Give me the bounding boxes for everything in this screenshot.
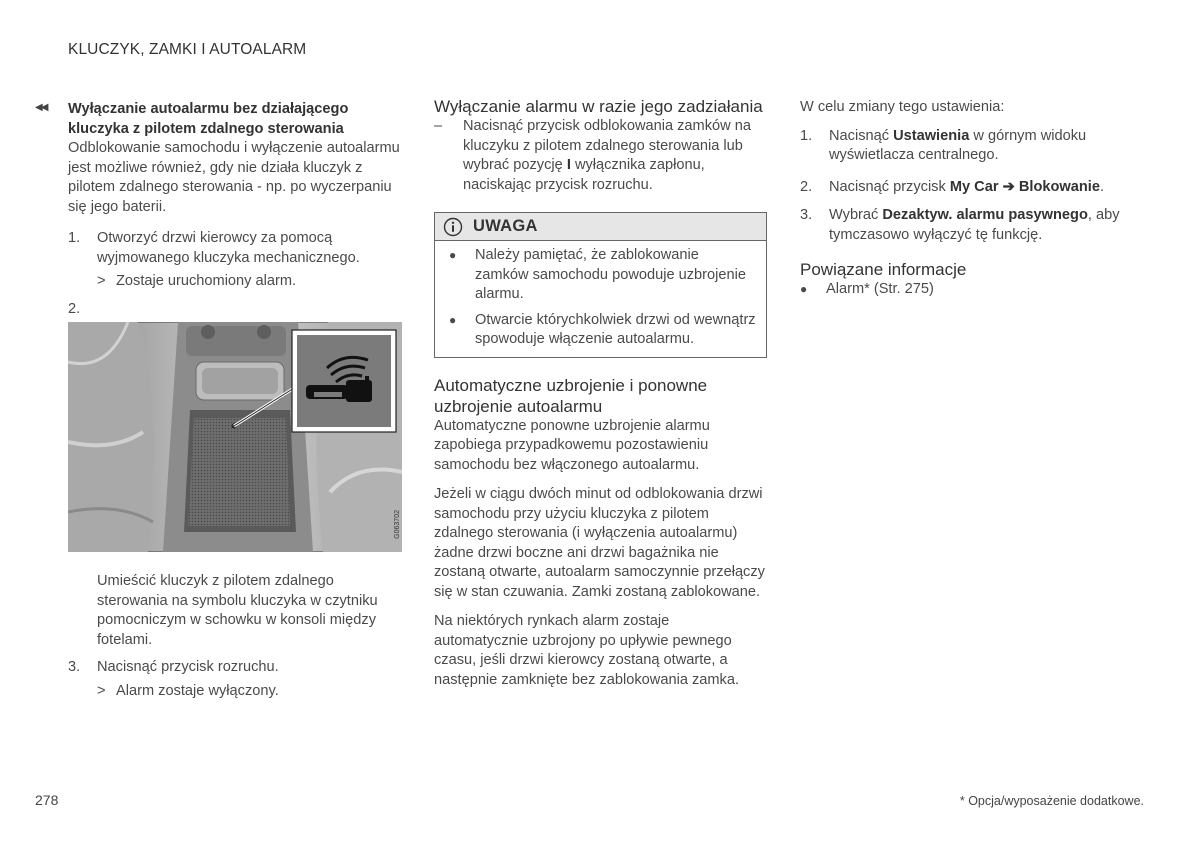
running-header: KLUCZYK, ZAMKI I AUTOALARM <box>68 41 307 58</box>
info-circle-icon <box>443 217 463 237</box>
step-3-result <box>68 682 402 702</box>
console-illustration <box>68 322 402 552</box>
paragraph: Automatyczne ponowne uzbrojenie alarmu zapobiega przypadkowemu pozostawieniu samochodu bez włączonego autoalarmu. <box>434 417 710 473</box>
note-item <box>449 311 756 350</box>
my-car-label: My Car <box>949 178 999 195</box>
dash-item <box>434 117 767 195</box>
note-item-text: Otwarcie którychkolwiek drzwi od wewnątrz spowoduje włączenie autoalarmu. <box>475 311 756 347</box>
intro-paragraph: Odblokowanie samochodu i wyłączenie autoalarmu jest możliwe również, gdy nie działa kluczyk z pilotem zdalnego sterowania - np. po wyczerpaniu się jego baterii. <box>68 140 400 215</box>
column-middle <box>434 96 767 690</box>
paragraph: Jeżeli w ciągu dwóch minut od odblokowania drzwi samochodu przy użyciu kluczyka z pilotem zdalnego sterowania (i wyłączenia autoalarmu) żadne drzwi boczne ani drzwi bagażnika nie zostaną otwarte, autoalarm samoczynnie przełączy się w stan czuwania. Zamki zostaną zablokowane. <box>434 486 765 600</box>
footnote: * Opcja/wyposażenie dodatkowe. <box>959 794 1144 808</box>
note-item-text: Należy pamiętać, że zablokowanie zamków samochodu powoduje uzbrojenie alarmu. <box>475 247 746 302</box>
bullet-icon: ● <box>449 312 457 327</box>
dash-text-b: wyłącznika zapłonu, naciskając przycisk rozruchu. <box>463 157 705 193</box>
note-title: UWAGA <box>473 216 538 235</box>
step-2 <box>68 300 402 320</box>
section-heading-auto-arm: Automatyczne uzbrojenie i ponowne uzbrojenie autoalarmu <box>434 375 708 416</box>
page-number: 278 <box>35 792 59 808</box>
step-number: 1. <box>800 127 813 144</box>
step-1 <box>68 229 402 268</box>
paragraph: Na niektórych rynkach alarm zostaje automatycznie uzbrojony po upływie pewnego czasu, jeśli drzwi kierowcy zostaną otwarte, a następnie zamknięte bez zablokowania zamka. <box>434 613 740 688</box>
settings-menu-label: Ustawienia <box>893 127 970 144</box>
section-heading-alarm-off: Wyłączanie alarmu w razie jego zadziałania <box>434 97 763 116</box>
step-3 <box>68 658 402 678</box>
note-header <box>435 213 766 241</box>
figure-code: G063702 <box>394 510 401 539</box>
step-text: Nacisnąć przycisk <box>829 178 950 195</box>
column-right <box>800 96 1135 306</box>
step-text: Nacisnąć przycisk rozruchu. <box>97 659 279 675</box>
note-box <box>434 212 767 358</box>
console-key-reader-figure <box>68 322 402 552</box>
step-text: , aby tymczasowo wyłączyć tę funkcję. <box>829 207 1120 243</box>
steps-list <box>68 229 402 319</box>
settings-step-3 <box>800 206 1135 245</box>
settings-steps <box>800 127 1135 246</box>
steps-list-cont <box>68 658 402 701</box>
dash-marker: – <box>434 118 443 134</box>
settings-step-1 <box>800 127 1135 166</box>
step-text: Nacisnąć <box>829 127 894 144</box>
ignition-position: I <box>566 157 571 173</box>
step-number: 1. <box>68 230 81 246</box>
bullet-icon: ● <box>449 248 457 262</box>
section-heading-no-key: Wyłączanie autoalarmu bez działającego kluczyka z pilotem zdalnego sterowania <box>68 101 349 137</box>
passive-alarm-label: Dezaktyw. alarmu pasywnego <box>882 207 1088 223</box>
step-number: 3. <box>800 207 813 223</box>
related-info-heading: Powiązane informacje <box>800 260 967 279</box>
locking-label: Blokowanie <box>1018 178 1100 195</box>
settings-intro: W celu zmiany tego ustawienia: <box>800 99 1005 115</box>
bullet-icon: ● <box>800 282 808 296</box>
column-left <box>68 96 402 701</box>
step-text: Wybrać <box>829 207 883 223</box>
result-text: Zostaje uruchomiony alarm. <box>116 273 297 289</box>
step-text: Otworzyć drzwi kierowcy za pomocą wyjmowanego kluczyka mechanicznego. <box>97 230 360 266</box>
step-number: 3. <box>68 659 81 675</box>
double-chevron-left-icon: ◀◀ <box>35 102 47 113</box>
settings-step-2 <box>800 178 1135 198</box>
result-marker: > <box>97 682 106 699</box>
dash-text-a: Nacisnąć przycisk odblokowania zamków na kluczyku z pilotem zdalnego sterowania lub wybrać pozycję <box>463 118 751 173</box>
arrow-right-icon: ➔ <box>998 178 1019 195</box>
result-text: Alarm zostaje wyłączony. <box>116 682 279 699</box>
related-link[interactable] <box>800 280 1135 300</box>
related-link-text[interactable]: Alarm* (Str. 275) <box>826 281 934 297</box>
note-body <box>435 241 766 357</box>
step-number: 2. <box>800 178 813 195</box>
step-2-text: Umieścić kluczyk z pilotem zdalnego sterowania na symbolu kluczyka w czytniku pomocniczym w schowku w konsoli między fotelami. <box>97 573 378 648</box>
step-1-result <box>68 272 402 292</box>
note-item <box>449 246 756 305</box>
result-marker: > <box>97 273 106 289</box>
step-number: 2. <box>68 300 81 317</box>
step-text: w górnym widoku wyświetlacza centralnego. <box>829 127 1087 163</box>
step-text: . <box>1099 178 1105 195</box>
